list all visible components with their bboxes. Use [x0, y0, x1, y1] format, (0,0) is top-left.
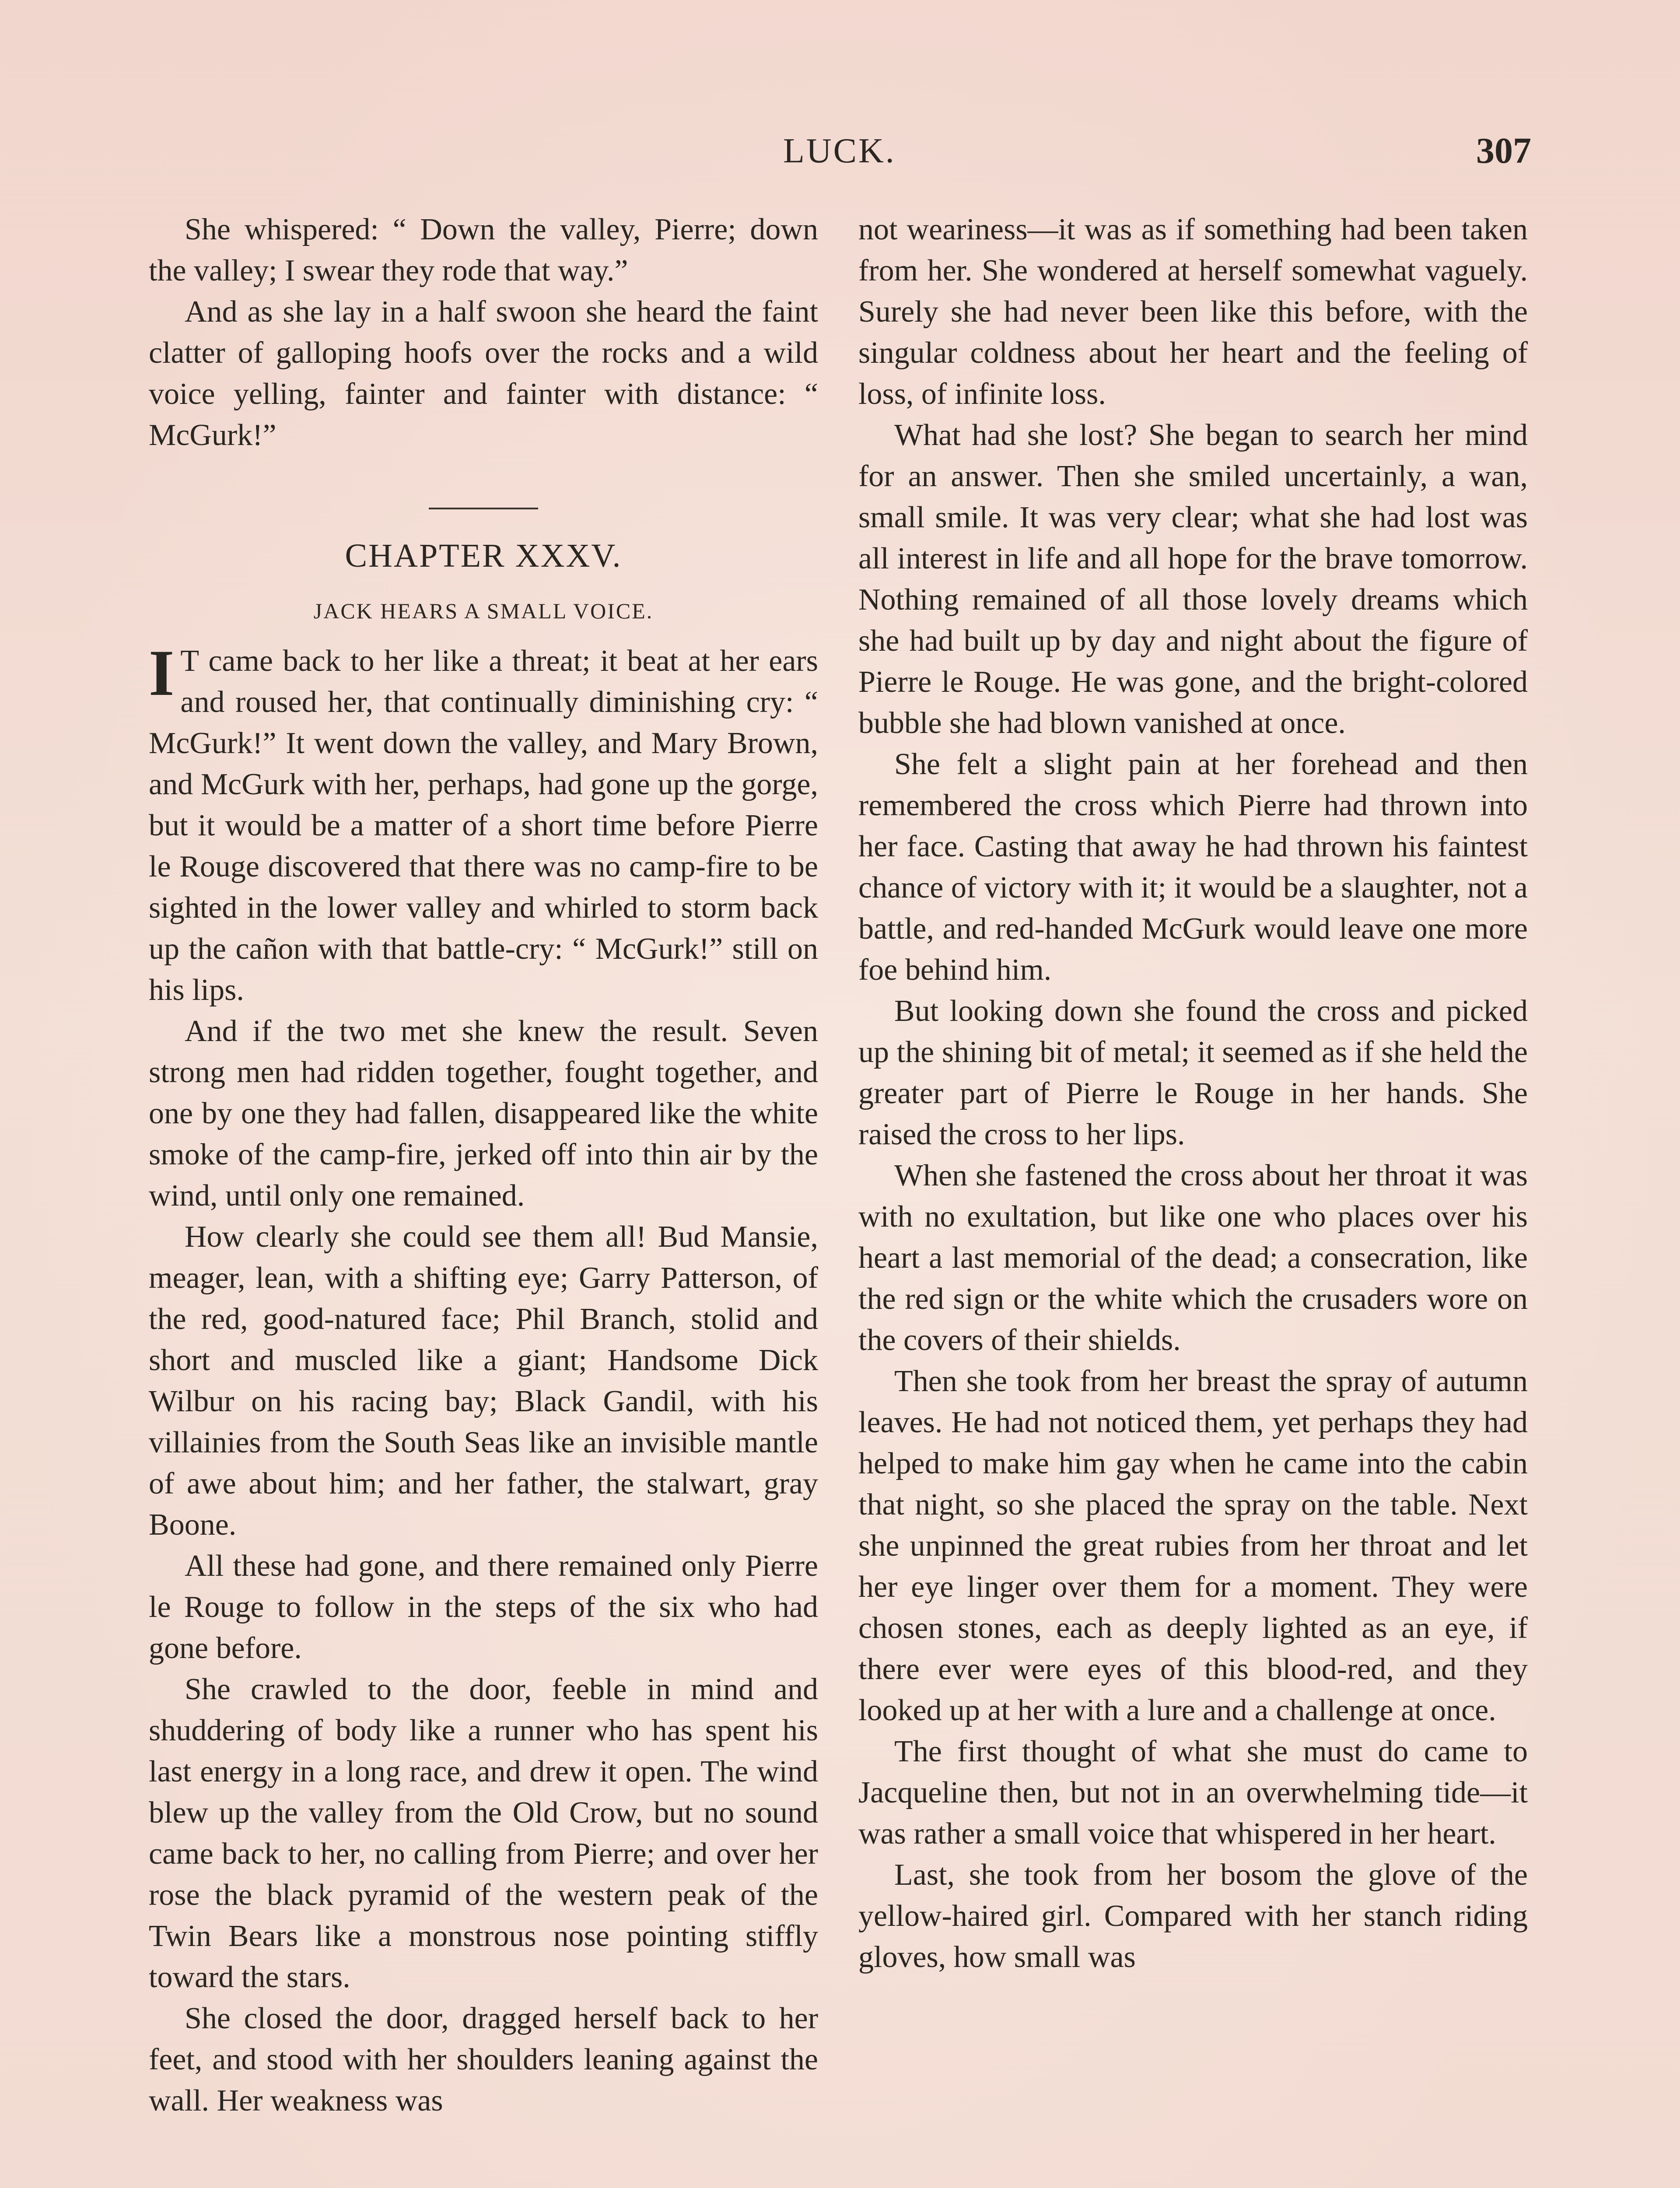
drop-cap: I — [149, 637, 175, 709]
paragraph: Last, she took from her bosom the glove of the yellow-haired girl. Compared with her stanch riding gloves, how small was — [858, 1858, 1528, 1974]
paragraph-text: T came back to her like a threat; it beat at her ears and roused her, that continually diminishing cry: “ McGurk!” It went down the valley, and Mary Brown, and McGurk with her, perhaps, had gone up the gorge, but it would be a matter of a short time before Pierre le Rouge discovered that there was no camp-fire to be sighted in the lower valley and whirled to storm back up the cañon with that battle-cry: “ McGurk!” still on his lips. — [149, 644, 818, 1007]
paragraph: All these had gone, and there remained only Pierre le Rouge to follow in the steps of the six who had gone before. — [149, 1549, 818, 1665]
page-number: 307 — [1476, 130, 1531, 171]
paragraph: She crawled to the door, feeble in mind and shuddering of body like a runner who has spent his last energy in a long race, and drew it open. The wind blew up the valley from the Old Crow, but no sound came back to her, no calling from Pierre; and over her rose the black pyramid of the western peak of the Twin Bears like a monstrous nose pointing stiffly toward the stars. — [149, 1673, 818, 1994]
chapter-subtitle: JACK HEARS A SMALL VOICE. — [313, 599, 654, 623]
paragraph: She felt a slight pain at her forehead and then remembered the cross which Pierre had thrown into her face. Casting that away he had thrown his faintest chance of victory with it; it would be a slaughter, not a battle, and red-handed McGurk would leave one more foe behind him. — [858, 747, 1528, 987]
paragraph: Then she took from her breast the spray of autumn leaves. He had not noticed them, yet perhaps they had helped to make him gay when he came into the cabin that night, so she placed the spray on the table. Next she unpinned the great rubies from her throat and let her eye linger over them for a moment. They were chosen stones, each as deeply lighted as an eye, if there ever were eyes of this blood-red, and they looked up at her with a lure and a challenge at once. — [858, 1364, 1528, 1727]
paragraph: But looking down she found the cross and picked up the shining bit of metal; it seemed as if she held the greater part of Pierre le Rouge in her hands. She raised the cross to her lips. — [858, 994, 1528, 1151]
paragraph: She closed the door, dragged herself back to her feet, and stood with her shoulders leaning against the wall. Her weakness was — [149, 2002, 818, 2118]
paragraph: not weariness—it was as if something had been taken from her. She wondered at herself somewhat vaguely. Surely she had never been like this before, with the singular coldness about her heart and the feeling of loss, of infinite loss. — [858, 213, 1528, 411]
running-head: LUCK. — [783, 132, 896, 170]
paragraph: And as she lay in a half swoon she heard the faint clatter of galloping hoofs over the rocks and a wild voice yelling, fainter and fainter with distance: “ McGurk!” — [149, 295, 818, 452]
paragraph: When she fastened the cross about her throat it was with no exultation, but like one who places over his heart a last memorial of the dead; a consecration, like the red sign or the white which the crusaders wore on the covers of their shields. — [858, 1159, 1528, 1357]
paragraph: How clearly she could see them all! Bud Mansie, meager, lean, with a shifting eye; Garry Patterson, of the red, good-natured face; Phil Branch, stolid and short and muscled like a giant; Handsome Dick Wilbur on his racing bay; Black Gandil, with his villainies from the South Seas like an invisible mantle of awe about him; and her father, the stalwart, gray Boone. — [149, 1220, 818, 1542]
section-divider — [429, 508, 538, 509]
chapter-opening-paragraph — [149, 637, 818, 1011]
right-column — [858, 209, 1528, 1978]
chapter-title: CHAPTER XXXV. — [345, 537, 622, 574]
paragraph: What had she lost? She began to search her mind for an answer. Then she smiled uncertainly, a wan, small smile. It was very clear; what she had lost was all interest in life and all hope for the brave tomorrow. Nothing remained of all those lovely dreams which she had built up by day and night about the figure of Pierre le Rouge. He was gone, and the bright-colored bubble she had blown vanished at once. — [858, 418, 1528, 740]
paragraph: She whispered: “ Down the valley, Pierre; down the valley; I swear they rode that way.” — [149, 213, 818, 288]
paragraph: The first thought of what she must do came to Jacqueline then, but not in an overwhelming tide—it was rather a small voice that whispered in her heart. — [858, 1735, 1528, 1851]
paragraph: And if the two met she knew the result. Seven strong men had ridden together, fought together, and one by one they had fallen, disappeared like the white smoke of the camp-fire, jerked off into thin air by the wind, until only one remained. — [149, 1014, 818, 1213]
left-column — [149, 209, 818, 2121]
